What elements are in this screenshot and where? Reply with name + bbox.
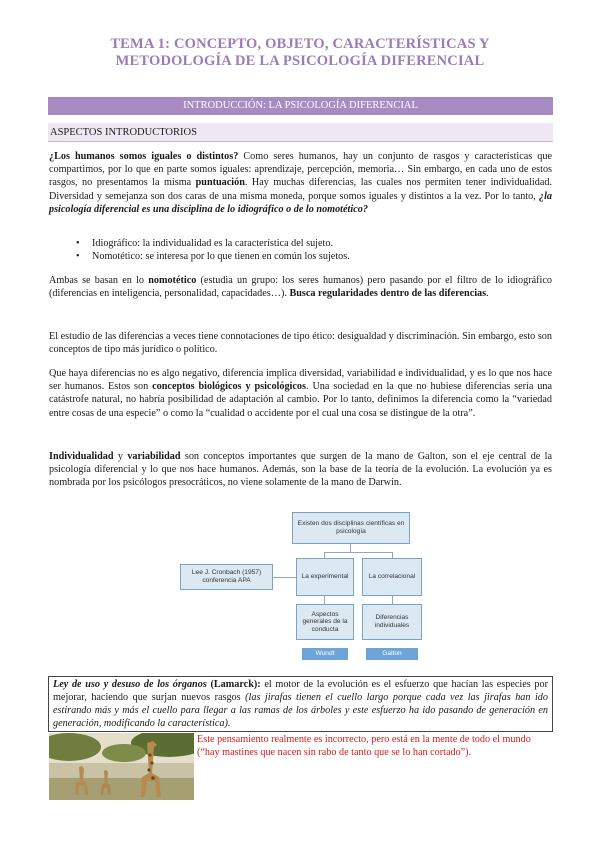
p2-t5: . [486,288,489,300]
section-banner: INTRODUCCIÓN: LA PSICOLOGÍA DIFERENCIAL [48,97,553,115]
p1-t5: … [394,164,408,176]
lamarck-example: (las jirafas tienen el cuello largo porque cada vez las jirafas han ido estirando más y más el cuello para llegar a las ramas de los árboles y este esfuerzo ha ido pasando de generación en generación, modificando la característica). [53,692,548,729]
p5-t3: variabilidad [127,451,181,462]
p1-t3: , [351,164,358,176]
list-item: • Nomotético: se interesa por lo que tienen en común los sujetos. [76,250,536,263]
p4-t1: Que haya diferencias no es algo negativo, diferencia implica diversidad, variabilidad e individualidad, y es lo que nos hace ser humanos. Estos son [49,368,552,393]
p5-t1: Individualidad [49,451,114,462]
connector [324,552,392,553]
p1-t7: uno de estos rasgos, no presentamos la misma [49,164,553,189]
connector [324,596,325,604]
section-heading: ASPECTOS INTRODUCTORIOS [48,123,553,142]
p1-t1: Como seres humanos, hay un conjunto de rasgos y características que compartimos, por lo que en parte somos iguales: aprendizaje, [49,151,552,176]
diagram-experimental-box: La experimental [296,558,354,596]
p5-t4: son conceptos importantes que surgen de la mano de Galton, son el eje central de la psicología diferencial y lo que nos hace humanos. Además, son la base de la teoría de la evolución. La evolución ya es nombrada por los psicólogos presocráticos, no viene solamente de la mano de Darwin. [49,451,552,489]
p1-question: ¿Los humanos somos iguales o distintos? [49,151,239,162]
lamarck-box [48,676,553,732]
p1-t9: . Hay muchas diferencias, las cuales nos permiten tener individualidad. Diversidad y semejanza son dos caras de una misma moneda, porque somos iguales y distintos a la vez. Por lo tanto, [49,177,552,202]
list-item: • Idiográfico: la individualidad es la característica del sujeto. [76,237,536,250]
diagram-aspects-box: Aspectos generales de la conducta [296,604,354,640]
p5-t2: y [113,451,128,462]
lamarck-law: Ley de uso y desuso de los órganos [53,679,207,690]
paragraph-1 [49,150,552,216]
giraffe-photo [49,733,194,800]
diagram-correlational-box: La correlacional [362,558,422,596]
p1-question-2: ¿la psicología diferencial es una disciplina de lo idiográfico o de lo nomotético? [49,190,552,215]
red-note-line-2: (“hay mastines que nacen sin rabo de tanto que se lo han cortado”). [197,746,472,758]
lamarck-author: (Lamarck): [206,679,261,690]
title-line-2: METODOLOGÍA DE LA PSICOLOGÍA DIFERENCIAL [115,53,485,69]
diagram-cronbach-box: Lee J. Cronbach (1957) conferencia APA [180,564,273,590]
giraffe-illustration [49,733,194,800]
p4-t2: conceptos biológicos y psicológicos [152,381,306,393]
p2-t2: nomotético [148,275,197,286]
title-line-1: TEMA 1: CONCEPTO, OBJETO, CARACTERÍSTICAS Y [110,36,490,52]
p4-t3: . Una sociedad en la que no hubiese diferencias sería una catástrofe natural, no habría posibilidad de adaptación al cambio. Por lo tanto, definimos la diferencia como la “variedad entre cosas de una especie” o como la “cualidad o accidente por el cual una cosa se distingue de la otra”. [49,381,552,419]
paragraph-3: El estudio de las diferencias a veces tiene connotaciones de tipo ético: desigualdad y discriminación. Sin embargo, esto son conceptos de tipo más jurídico o político. [49,331,552,356]
diagram-differences-box: Diferencias individuales [362,604,422,640]
red-note [197,734,552,759]
diagram-wundt-tag: Wundt [302,648,348,660]
disciplines-diagram [180,508,445,663]
bullet-list [76,237,536,263]
p1-t8: puntuación [195,177,245,189]
red-note-line-1: Este pensamiento realmente es incorrecto, pero está en la mente de todo el mundo [197,734,531,745]
paragraph-2 [49,274,552,300]
p2-t3: (estudia un grupo: los seres humanos) pero pasando por el filtro de lo idiográfico (diferencias en inteligencia, personalidad, capacidades…). [49,275,552,300]
diagram-root-box: Existen dos disciplinas científicas en psicología [292,512,410,544]
diagram-galton-tag: Galton [366,648,418,660]
p2-t4: Busca regularidades dentro de las diferencias [289,288,487,300]
p1-t2: percepción [307,164,352,176]
p1-t4: memoria [357,164,394,176]
page-title [60,36,540,70]
connector [273,577,296,578]
lamarck-text: el motor de la evolución es el esfuerzo que hacían las especies por mejorar, haciendo que surjan nuevos rasgos [53,679,549,703]
paragraph-4 [49,367,552,420]
p1-t6: Sin embargo, en cada [407,164,498,176]
connector [392,596,393,604]
p2-t1: Ambas se basan en lo [49,275,149,286]
paragraph-5 [49,450,552,490]
connector [350,544,351,552]
